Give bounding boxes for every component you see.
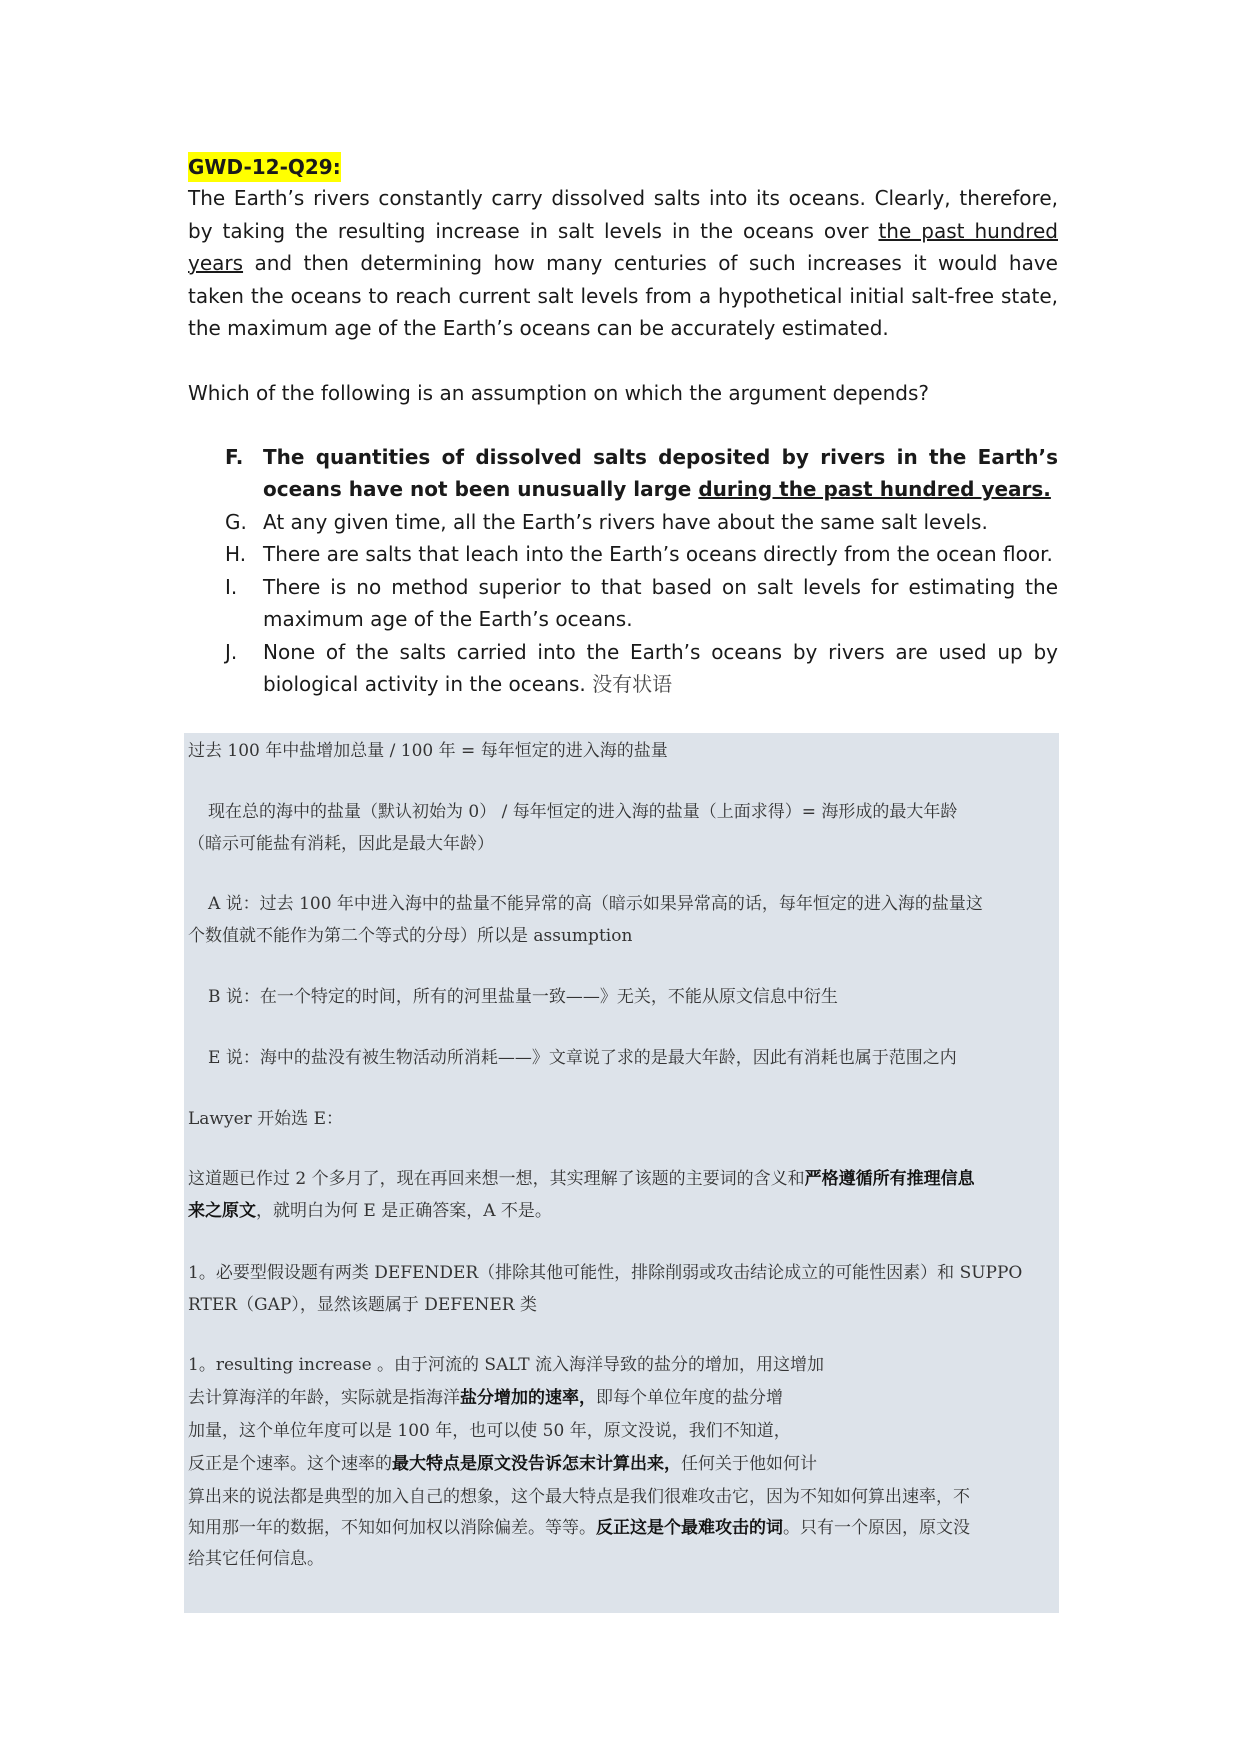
note-line: 来之原文，就明白为何 E 是正确答案，A 不是。 [188, 1201, 552, 1221]
option-f: F. The quantities of dissolved salts deposited by rivers in the Earth’s oceans have not been unusually large during the past hundred years. [225, 444, 1058, 501]
note-line: B 说：在一个特定的时间，所有的河里盐量一致——》无关，不能从原文信息中衍生 [208, 987, 838, 1007]
question-block [188, 152, 1058, 701]
option-i: I. There is no method superior to that based on salt levels for estimating the maximum age of the Earth’s oceans. [225, 574, 1058, 631]
note-line: Lawyer 开始选 E： [188, 1109, 343, 1129]
option-g: G. At any given time, all the Earth’s rivers have about the same salt levels. [225, 509, 988, 534]
option-h: H. There are salts that leach into the Earth’s oceans directly from the ocean floor. [225, 542, 1053, 566]
note-line: 知用那一年的数据，不知如何加权以消除偏差。等等。反正这是个最难攻击的词。只有一个原因，原文没 [188, 1518, 970, 1538]
question-prompt: Which of the following is an assumption on which the argument depends? [188, 380, 929, 405]
note-line: 反正是个速率。这个速率的最大特点是原文没告诉怎末计算出来，任何关于他如何计 [188, 1454, 817, 1474]
note-line: 去计算海洋的年龄，实际就是指海洋盐分增加的速率，即每个单位年度的盐分增 [188, 1388, 783, 1408]
note-line: 算出来的说法都是典型的加入自己的想象，这个最大特点是我们很难攻击它，因为不知如何算出速率，不 [188, 1487, 970, 1507]
note-line: 个数值就不能作为第二个等式的分母）所以是 assumption [188, 926, 633, 946]
note-line: RTER（GAP），显然该题属于 DEFENER 类 [188, 1295, 537, 1315]
option-j: J. None of the salts carried into the Earth’s oceans by rivers are used up by biological activity in the oceans. 没有状语 [225, 639, 1058, 696]
note-line: 这道题已作过 2 个多月了，现在再回来想一想，其实理解了该题的主要词的含义和严格遵循所有推理信息 [188, 1169, 975, 1189]
note-line: A 说：过去 100 年中进入海中的盐量不能异常的高（暗示如果异常高的话，每年恒定的进入海的盐量这 [208, 894, 983, 914]
note-line: E 说：海中的盐没有被生物活动所消耗——》文章说了求的是最大年龄，因此有消耗也属于范围之内 [208, 1048, 957, 1068]
note-line: 现在总的海中的盐量（默认初始为 0） / 每年恒定的进入海的盐量（上面求得）= 海形成的最大年龄 [208, 802, 958, 822]
question-id: GWD-12-Q29: [188, 152, 341, 182]
note-line: 1。必要型假设题有两类 DEFENDER（排除其他可能性，排除削弱或攻击结论成立的可能性因素）和 SUPPO [188, 1263, 1023, 1283]
note-line: 给其它任何信息。 [188, 1549, 324, 1569]
option-j-note: 没有状语 [592, 672, 673, 696]
note-line: 1。resulting increase 。由于河流的 SALT 流入海洋导致的盐分的增加，用这增加 [188, 1355, 825, 1375]
options-list [188, 441, 1058, 701]
note-line: 过去 100 年中盐增加总量 / 100 年 = 每年恒定的进入海的盐量 [188, 741, 668, 761]
analysis-box [184, 733, 1059, 1613]
note-line: （暗示可能盐有消耗，因此是最大年龄） [188, 834, 494, 854]
passage-text-1: The Earth’s rivers constantly carry dissolved salts into its oceans. Clearly, therefore, by taking the resulting increase in salt levels in the oceans over [188, 186, 1058, 243]
passage-text-2: and then determining how many centuries of such increases it would have taken the oceans to reach current salt levels from a hypothetical initial salt-free state, the maximum age of the Earth’s oceans can be accurately estimated. [188, 251, 1058, 340]
passage-underline: the past hundred years [188, 218, 1058, 275]
passage [188, 182, 1058, 345]
note-line: 加量，这个单位年度可以是 100 年，也可以使 50 年，原文没说，我们不知道， [188, 1421, 791, 1441]
